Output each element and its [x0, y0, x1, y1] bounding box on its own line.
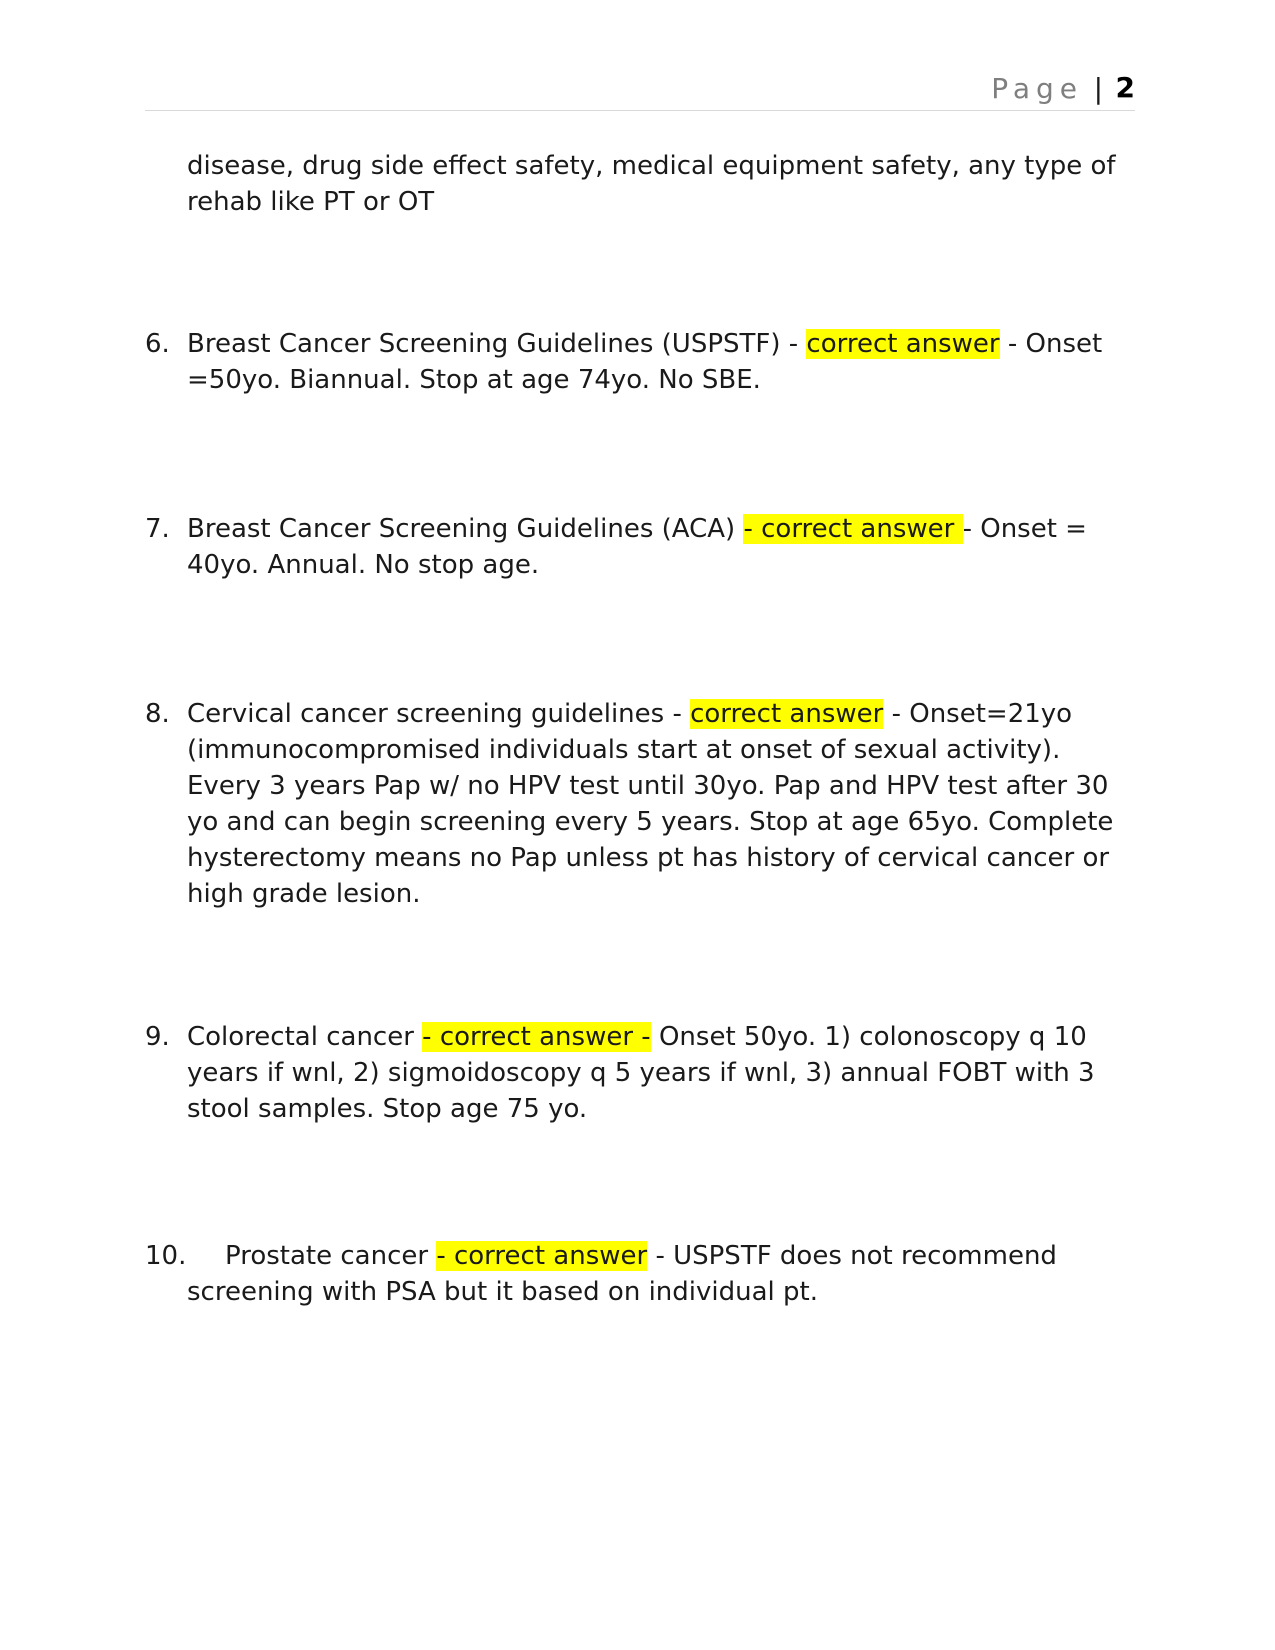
item-question: Prostate cancer: [225, 1241, 437, 1271]
page-separator: |: [1093, 72, 1103, 105]
item-answer: - USPSTF does not recommend: [647, 1241, 1057, 1271]
list-item-8: [145, 696, 1135, 912]
item-answer-continuation: screening with PSA but it based on individual pt.: [187, 1277, 818, 1307]
answer-marker: correct answer: [806, 329, 1000, 359]
page-number: 2: [1115, 71, 1135, 104]
item-content: [187, 1019, 1135, 1127]
list-item-7: [145, 511, 1135, 583]
item-answer: - Onset =50yo. Biannual. Stop at age 74yo. No SBE.: [187, 329, 1103, 395]
list-item-6: [145, 326, 1135, 398]
item-number: 10.: [145, 1241, 187, 1271]
item-number: 6.: [145, 329, 170, 359]
item-number: 8.: [145, 699, 170, 729]
continuation-paragraph: disease, drug side effect safety, medical equipment safety, any type of rehab like PT or OT: [187, 151, 1116, 217]
item-content: [225, 1238, 1135, 1274]
answer-marker: - correct answer: [743, 514, 963, 544]
item-content: [187, 326, 1135, 398]
item-question: Colorectal cancer: [187, 1022, 423, 1052]
item-question: Breast Cancer Screening Guidelines (ACA): [187, 514, 744, 544]
item-question: Cervical cancer screening guidelines -: [187, 699, 691, 729]
item-number: 7.: [145, 514, 170, 544]
list-item-9: [145, 1019, 1135, 1127]
page-header: [145, 72, 1135, 111]
item-answer: Onset 50yo. 1) colonoscopy q 10 years if wnl, 2) sigmoidoscopy q 5 years if wnl, 3) annual FOBT with 3 stool samples. Stop age 75 yo.: [187, 1022, 1095, 1124]
list-item-10: [145, 1238, 1135, 1310]
answer-marker: - correct answer: [436, 1241, 648, 1271]
page-label: Page: [991, 72, 1083, 105]
item-question: Breast Cancer Screening Guidelines (USPSTF) -: [187, 329, 807, 359]
answer-marker: correct answer: [690, 699, 884, 729]
item-content: [187, 511, 1135, 583]
item-content: [187, 696, 1135, 912]
item-answer: - Onset=21yo (immunocompromised individuals start at onset of sexual activity). Every 3 years Pap w/ no HPV test until 30yo. Pap and HPV test after 30 yo and can begin screening every 5 years. Stop at age 65yo. Complete hysterectomy means no Pap unless pt has history of cervical cancer or high grade lesion.: [187, 699, 1114, 909]
item-number: 9.: [145, 1022, 170, 1052]
item-answer: - Onset = 40yo. Annual. No stop age.: [187, 514, 1087, 580]
answer-marker: - correct answer -: [422, 1022, 651, 1052]
